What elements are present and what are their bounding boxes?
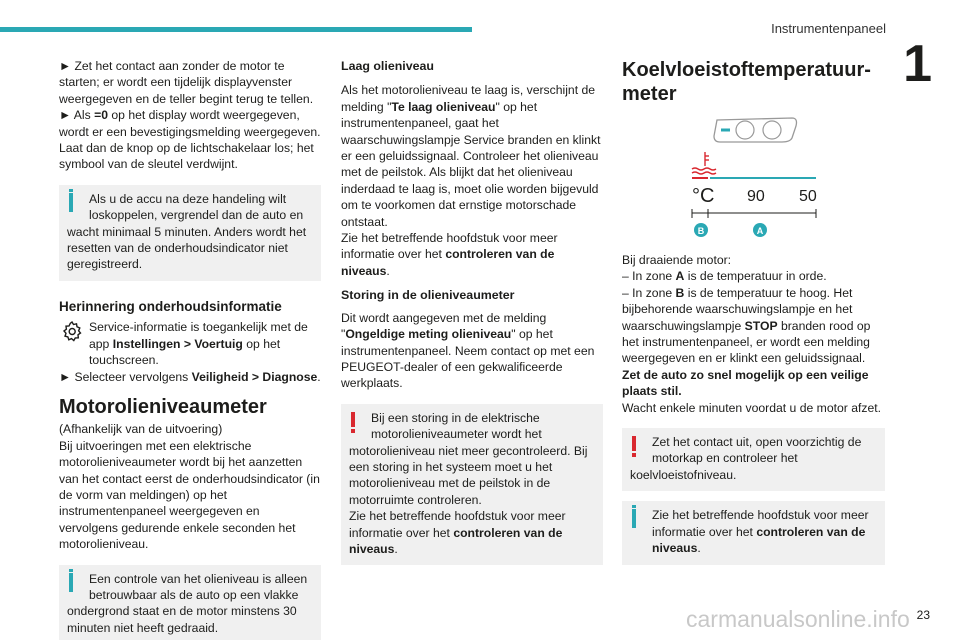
header-accent-bar xyxy=(0,27,472,32)
coolant-gauge xyxy=(622,114,885,244)
label-b: B xyxy=(697,226,705,236)
paragraph-low-oil: Als het motorolieniveau te laag is, verschijnt de melding "Te laag olieniveau" op het instrumentenpaneel, gaat het waarschuwingslampje Service branden en klinkt er een geluidssignaal. Controleer het olieniveau met de peilstok. Als blijkt dat het olieniveau inderdaad te laag is, moet olie worden bijgevuld om te voorkomen dat ernstige motorschade ontstaat. xyxy=(341,83,601,229)
dimension-lines xyxy=(692,209,816,218)
paragraph-contact: ► Zet het contact aan zonder de motor te starten; er wordt een tijdelijk displayvenster weergegeven en de teller begint terug te tellen. xyxy=(59,59,314,106)
paragraph-low-oil-ref: Zie het betreffende hoofdstuk voor meer informatie over het controleren van de niveaus. xyxy=(341,231,558,278)
reminder-select: ► Selecteer vervolgens Veiligheid > Diagnose. xyxy=(59,369,321,384)
heading-oil-level: Motorolieniveaumeter xyxy=(59,395,267,418)
paragraph-running: Bij draaiende motor: xyxy=(622,253,732,267)
dial-left xyxy=(736,121,754,139)
paragraph-zone-a: – In zone A is de temperatuur in orde. xyxy=(622,269,827,284)
warning-callout-oil: Bij een storing in de elektrische motorolieniveaumeter wordt het motorolieniveau niet meer gecontroleerd. Bij een storing in het systeem moet u het motorolieniveau met de peilstok in de motorruimte controleren. Zie het betreffende hoofdstuk voor meer informatie over het controleren van de niveaus. xyxy=(341,404,603,566)
paragraph-oil-fault: Dit wordt aangegeven met de melding "Ongeldige meting olieniveau" op het instrumentenpaneel. Neem contact op met een PEUGEOT-dealer of een gekwalificeerde werkplaats. xyxy=(341,310,595,391)
column-3 xyxy=(622,58,885,575)
heading-oil-fault: Storing in de olieniveaumeter xyxy=(341,288,515,303)
info-callout-oil: Een controle van het olieniveau is alleen betrouwbaar als de auto op een vlakke ondergrond staat en de motor minstens 30 minuten niet heeft gedraaid. xyxy=(59,565,321,640)
coolant-temp-icon xyxy=(692,152,716,174)
gauge-tick-90: 90 xyxy=(747,188,765,205)
paragraph-wait: Wacht enkele minuten voordat u de motor afzet. xyxy=(622,400,882,415)
gear-icon xyxy=(60,319,84,343)
warning-icon xyxy=(351,412,355,427)
label-a: A xyxy=(756,226,764,236)
info-icon xyxy=(69,569,73,572)
column-2 xyxy=(341,58,603,575)
warning-icon xyxy=(632,436,636,451)
info-icon xyxy=(69,189,73,192)
heading-coolant: Koelvloeistoftemperatuur-meter xyxy=(622,59,871,105)
dial-right xyxy=(763,121,781,139)
coolant-gauge-illustration xyxy=(622,114,885,244)
paragraph-display: ► Als =0 op het display wordt weergegeven, wordt er een bevestigingsmelding weergegeven. Laat dan de knop op de lichtschakelaar los; het symbool van de sleutel verdwijnt. xyxy=(59,108,321,172)
column-1 xyxy=(59,58,321,640)
gauge-unit: °C xyxy=(692,185,715,207)
info-callout-battery: Als u de accu na deze handeling wilt loskoppelen, vergrendel dan de auto en wacht minimaal 5 minuten. Anders wordt het resetten van de onderhoudsindicator niet geregistreerd. xyxy=(59,185,321,281)
gauge-tick-50: 50 xyxy=(799,188,817,205)
info-icon xyxy=(632,505,636,508)
page-number: 23 xyxy=(916,608,930,622)
paragraph-stop: Zet de auto zo snel mogelijk op een veilige plaats stil. xyxy=(622,367,869,399)
heading-reminder: Herinnering onderhoudsinformatie xyxy=(59,298,282,314)
watermark: carmanualsonline.info xyxy=(686,606,910,632)
paragraph-zone-b: – In zone B is de temperatuur te hoog. Het bijbehorende waarschuwingslampje en het waarschuwingslampje STOP branden rood op het instrumentenpaneel, er wordt een melding weergegeven en er klinkt een geluidssignaal. xyxy=(622,285,871,366)
info-callout-coolant: Zie het betreffende hoofdstuk voor meer informatie over het controleren van de niveaus. xyxy=(622,501,885,564)
heading-low-oil: Laag olieniveau xyxy=(341,59,434,73)
section-title: Instrumentenpaneel xyxy=(771,21,886,36)
paragraph-oil: (Afhankelijk van de uitvoering) Bij uitvoeringen met een elektrische motorolieniveaumeter wordt bij het aanzetten van het contact eerst de onderhoudsindicator (in de vorm van meldingen) op het instrumentenpaneel weergegeven en vervolgens gedurende enkele seconden het motorolieniveau. xyxy=(59,422,320,552)
chapter-number: 1 xyxy=(903,35,932,93)
reminder-row: Service-informatie is toegankelijk met de app Instellingen > Voertuig op het touchscreen. xyxy=(59,319,321,368)
warning-callout-coolant: Zet het contact uit, open voorzichtig de motorkap en controleer het koelvloeistofniveau. xyxy=(622,428,885,491)
